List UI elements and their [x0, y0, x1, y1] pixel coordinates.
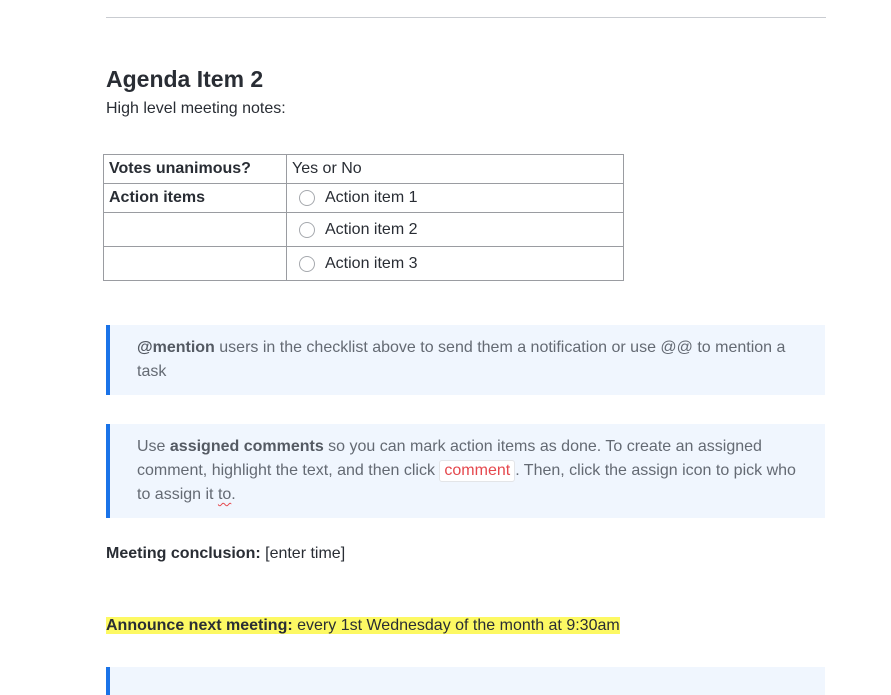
checklist-item-label: Action item 3: [325, 254, 418, 272]
callout-end: .: [231, 486, 236, 503]
mention-callout: [106, 325, 825, 395]
horizontal-divider: [106, 17, 826, 18]
checklist-item: [292, 189, 618, 207]
table-cell-checklist[interactable]: [287, 213, 624, 247]
table-row: [104, 213, 624, 247]
table-cell-label[interactable]: [104, 213, 287, 247]
checklist-item: [292, 255, 618, 273]
callout-bold: assigned comments: [169, 438, 324, 455]
next-callout-partial: [106, 667, 825, 695]
table-cell-label[interactable]: Votes unanimous?: [104, 155, 287, 184]
callout-text: . Then, click the assign icon to pick who to assign it: [137, 462, 796, 503]
table-row: [104, 247, 624, 281]
conclusion-value: [enter time]: [260, 545, 346, 562]
callout-prefix: Use: [137, 438, 170, 455]
agenda-subtext: High level meeting notes:: [106, 100, 286, 117]
agenda-table: [103, 154, 624, 281]
announce-label: Announce next meeting:: [106, 617, 293, 634]
meeting-conclusion: [106, 543, 345, 565]
announce-next-meeting: [106, 615, 620, 637]
spellcheck-word[interactable]: to: [217, 486, 232, 503]
table-row: [104, 184, 624, 213]
agenda-heading: Agenda Item 2: [106, 66, 264, 92]
checklist-item-label: Action item 1: [325, 189, 418, 206]
checkbox-circle-icon[interactable]: [299, 222, 315, 238]
table-cell-checklist[interactable]: [287, 247, 624, 281]
checklist-item: [292, 221, 618, 239]
checkbox-circle-icon[interactable]: [299, 190, 315, 206]
table-cell-value[interactable]: Yes or No: [287, 155, 624, 184]
checklist-item-label: Action item 2: [325, 220, 418, 238]
table-row: [104, 155, 624, 184]
table-cell-label[interactable]: Action items: [104, 184, 287, 213]
callout-text: users in the checklist above to send them a notification or use @@ to mention a task: [137, 339, 786, 380]
announce-value: every 1st Wednesday of the month at 9:30am: [292, 617, 620, 634]
inline-code-comment: comment: [439, 460, 515, 482]
table-cell-checklist[interactable]: [287, 184, 624, 213]
assigned-comments-callout: [106, 424, 825, 518]
highlighted-text: [106, 617, 620, 634]
table-cell-label[interactable]: [104, 247, 287, 281]
callout-bold: @mention: [137, 339, 215, 356]
callout-text: so you can mark action items as done. To create an assigned comment, highlight the text, and then click: [137, 438, 762, 479]
conclusion-label: Meeting conclusion:: [106, 545, 261, 562]
checkbox-circle-icon[interactable]: [299, 256, 315, 272]
